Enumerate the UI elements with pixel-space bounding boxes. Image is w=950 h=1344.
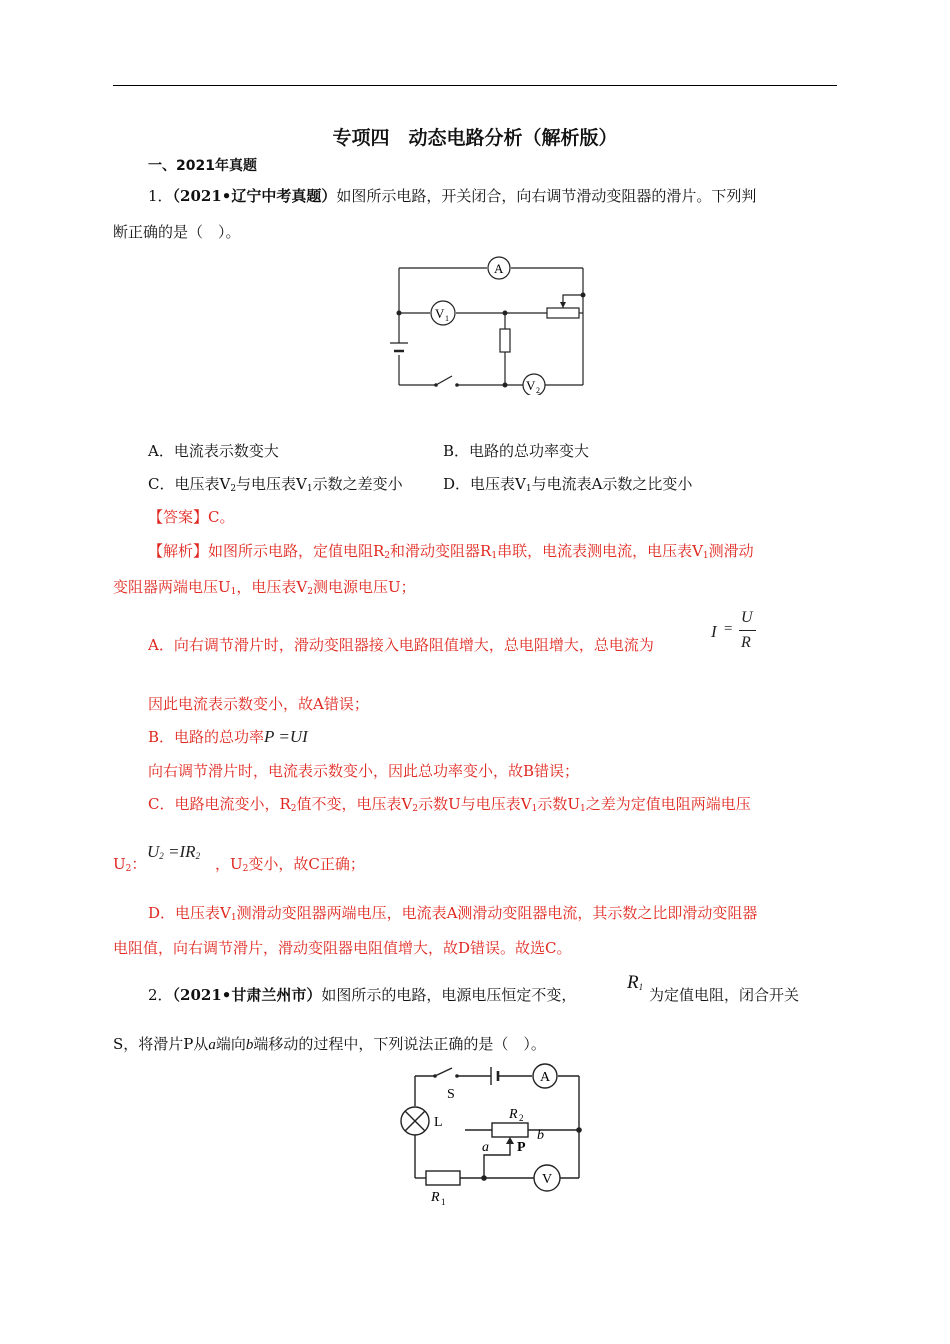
v1-label: V <box>435 306 445 321</box>
r2-label: R <box>509 1107 518 1122</box>
ammeter-label: A <box>494 261 504 276</box>
q2-stem-line1b: 为定值电阻，闭合开关 <box>649 986 800 1004</box>
q2-stem-line2: S，将滑片P从a端向b端移动的过程中，下列说法正确的是（ ）。 <box>113 1035 546 1053</box>
q2-stem-line1: 2．（2021•甘肃兰州市）如图所示的电路，电源电压恒定不变， <box>148 986 577 1004</box>
switch-blade <box>435 1068 452 1076</box>
q1-option-a: A．电流表示数变大 <box>148 442 279 460</box>
end-b-label: b <box>537 1128 544 1143</box>
switch-label: S <box>447 1087 455 1102</box>
v2-sub: 2 <box>536 386 540 395</box>
formula-I: I <box>711 622 717 641</box>
formula-numerator: U <box>741 609 753 626</box>
q1-analysis-line2: 变阻器两端电压$U_1$，电压表$V_2$测电源电压U； <box>113 578 416 597</box>
junction-dot <box>481 1175 487 1181</box>
q1-analysis-line4: 因此电流表示数变小，故A错误； <box>148 695 369 713</box>
q1-stem-line2: 断正确的是（ ）。 <box>113 223 241 241</box>
junction-dot <box>503 311 508 316</box>
q1-stem-line1: 1．（2021•辽宁中考真题）如图所示电路，开关闭合，向右调节滑动变阻器的滑片。下列判 <box>148 187 757 205</box>
v1-sub: 1 <box>445 314 449 323</box>
formula-denominator: R <box>741 634 751 651</box>
q1-option-b: B．电路的总功率变大 <box>443 442 590 460</box>
q1-analysis-line10: 电阻值，向右调节滑片，滑动变阻器电阻值增大，故D错误。故选C。 <box>113 939 572 957</box>
slider-wire <box>563 295 583 308</box>
q1-analysis-line7: C．电路电流变小，$R_2$值不变，电压表$V_2$示数U与电压表$V_1$示数$U_1$之差为定值电阻两端电压 <box>148 795 751 814</box>
junction-dot <box>576 1127 582 1133</box>
q1-option-c: C．电压表$V_2$与电压表$V_1$示数之差变小 <box>148 475 403 494</box>
q1-analysis-line8b: ，$U_2$变小，故C正确； <box>215 855 365 874</box>
ammeter-label: A <box>540 1070 551 1085</box>
q1-analysis-line3: A．向右调节滑片时，滑动变阻器接入电路阻值增大，总电阻增大，总电流为 <box>148 636 654 654</box>
switch-blade <box>436 376 452 385</box>
fraction-bar <box>739 630 756 631</box>
r1-label: R <box>431 1190 440 1205</box>
lamp-label: L <box>434 1115 443 1130</box>
voltmeter-label: V <box>542 1172 553 1187</box>
q2-r1-symbol: $R_1$ <box>627 972 644 993</box>
page-title: 专项四 动态电路分析（解析版） <box>332 127 618 149</box>
r1-sub: 1 <box>441 1197 446 1207</box>
formula-eq: = <box>724 621 733 637</box>
formula-u2: $U_2 =IR_2$ <box>147 842 201 861</box>
junction-dot <box>397 311 402 316</box>
slider-arrowhead <box>560 302 566 308</box>
q1-analysis-line5: B．电路的总功率P =UI <box>148 727 308 746</box>
header-rule <box>113 85 837 86</box>
q1-analysis-line8: $U_2$： <box>113 855 147 874</box>
q1-analysis-line9: D．电压表$V_1$测滑动变阻器两端电压，电流表A测滑动变阻器电流，其示数之比即滑动变阻器 <box>148 904 758 923</box>
rheostat-body <box>547 308 579 318</box>
end-a-label: a <box>482 1140 489 1155</box>
v2-label: V <box>526 378 536 393</box>
section-heading: 一、2021年真题 <box>148 158 257 174</box>
q2-circuit-diagram <box>395 1060 595 1210</box>
slider-p-label: P <box>517 1140 526 1155</box>
switch-contact <box>455 383 459 387</box>
q1-answer: 【答案】C。 <box>148 508 235 526</box>
rheostat-r2 <box>492 1123 528 1137</box>
resistor-r2 <box>500 329 510 352</box>
r2-sub: 2 <box>519 1113 524 1123</box>
q1-option-d: D．电压表$V_1$与电流表A示数之比变小 <box>443 475 693 494</box>
q1-analysis-line6: 向右调节滑片时，电流表示数变小，因此总功率变小，故B错误； <box>148 762 580 780</box>
resistor-r1 <box>426 1171 460 1185</box>
q1-circuit-diagram <box>380 255 600 395</box>
slider-arrowhead <box>506 1137 514 1144</box>
junction-dot <box>581 293 586 298</box>
q1-analysis-line1: 【解析】如图所示电路，定值电阻$R_2$和滑动变阻器$R_1$串联，电流表测电流，电压表$V_1$测滑动 <box>148 542 754 561</box>
junction-dot <box>503 383 508 388</box>
switch-contact <box>434 383 438 387</box>
switch-contact <box>455 1074 459 1078</box>
switch-contact <box>433 1074 437 1078</box>
